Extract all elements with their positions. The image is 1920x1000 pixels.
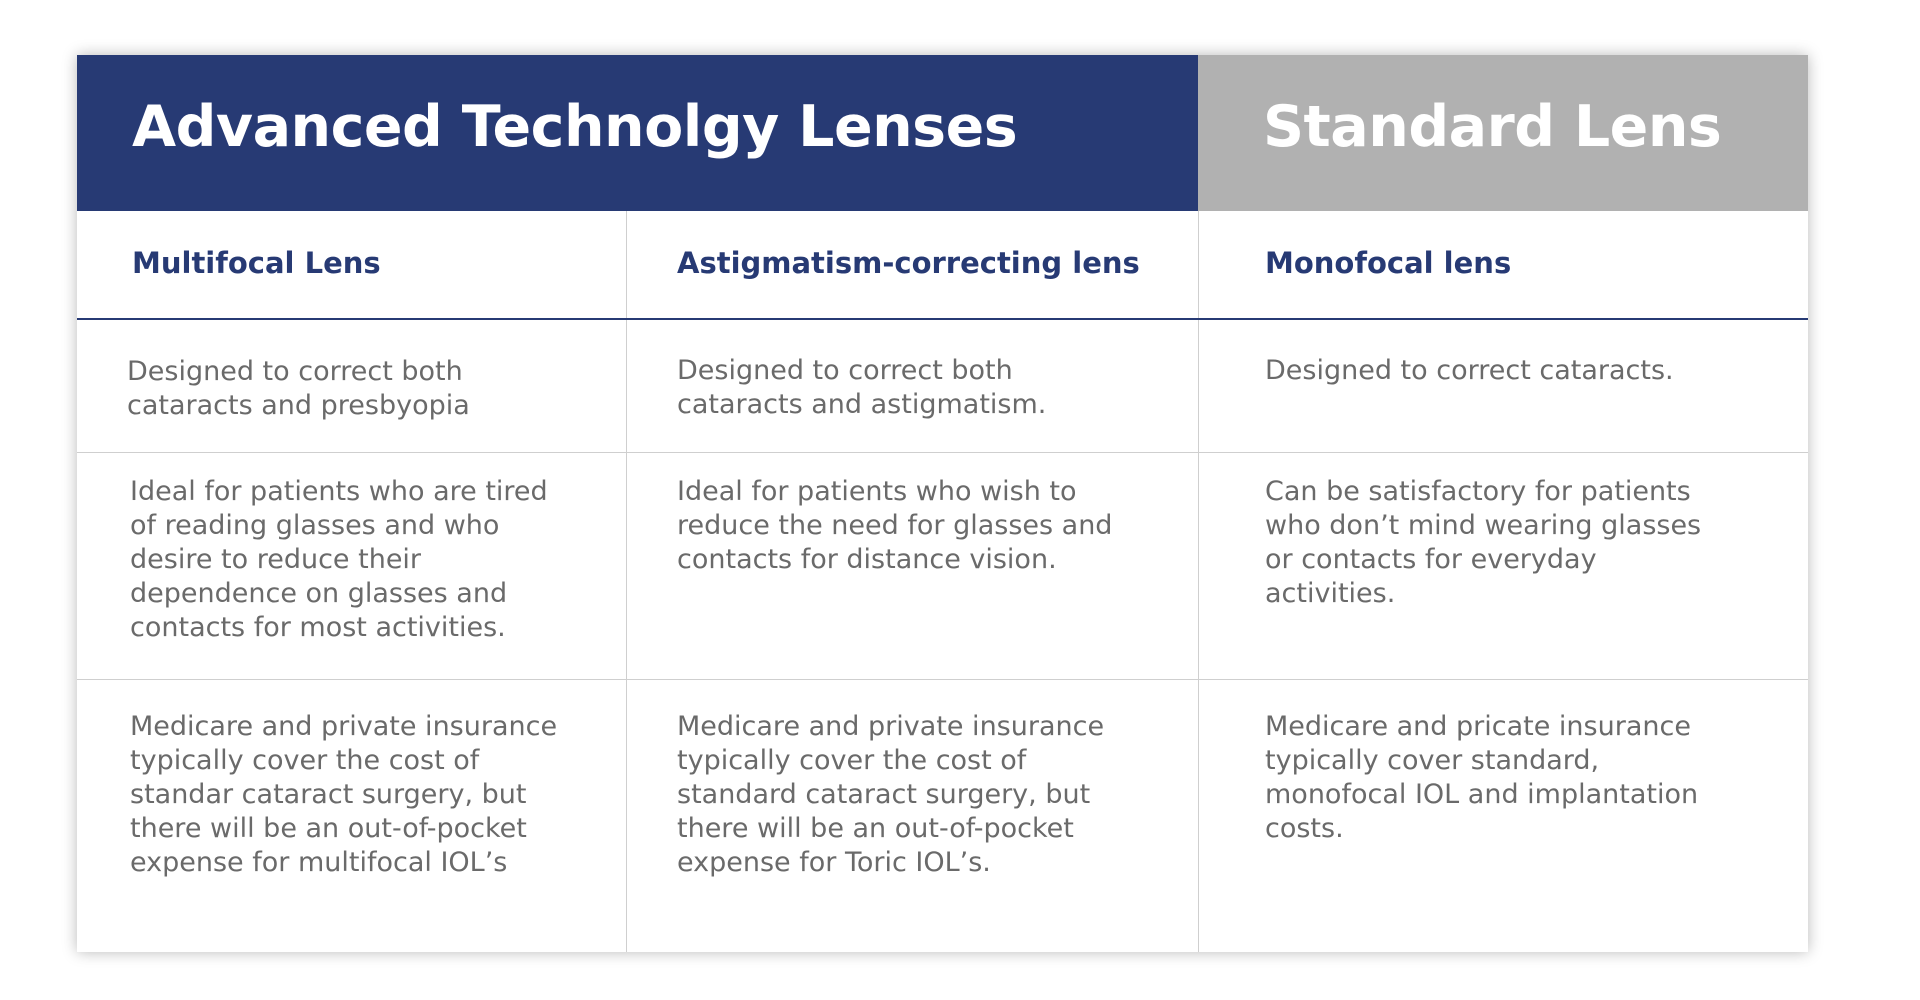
monofocal-ideal-cell: Can be satisfactory for patients who don’t mind wearing glasses or contacts for everyday activities. (1265, 476, 1702, 609)
astigmatism-ideal-cell: Ideal for patients who wish to reduce the need for glasses and contacts for distance vision. (677, 476, 1113, 575)
advanced-technology-title: Advanced Technolgy Lenses (132, 94, 1018, 160)
standard-lens-title: Standard Lens (1263, 94, 1722, 160)
advanced-technology-header (77, 55, 1198, 211)
astigmatism-purpose-cell: Designed to correct both cataracts and astigmatism. (677, 355, 1047, 420)
monofocal-purpose-cell: Designed to correct cataracts. (1265, 355, 1674, 386)
row-divider (77, 452, 1808, 453)
column-divider (1198, 211, 1199, 952)
column-heading-monofocal: Monofocal lens (1265, 246, 1512, 280)
lens-comparison-table (77, 55, 1808, 952)
multifocal-coverage-cell: Medicare and private insurance typically cover the cost of standar cataract surgery, but there will be an out-of-pocket expense for multifocal IOL’s (130, 711, 558, 878)
multifocal-purpose-cell: Designed to correct both cataracts and presbyopia (127, 356, 470, 421)
astigmatism-coverage-cell: Medicare and private insurance typically cover the cost of standard cataract surgery, but there will be an out-of-pocket expense for Toric IOL’s. (677, 711, 1105, 878)
row-divider (77, 679, 1808, 680)
monofocal-coverage-cell: Medicare and pricate insurance typically cover standard, monofocal IOL and implantation costs. (1265, 711, 1699, 844)
column-heading-astigmatism: Astigmatism-correcting lens (677, 246, 1140, 280)
multifocal-ideal-cell: Ideal for patients who are tired of reading glasses and who desire to reduce their dependence on glasses and contacts for most activities. (130, 476, 548, 643)
column-heading-multifocal: Multifocal Lens (132, 246, 381, 280)
column-divider (626, 211, 627, 952)
table-header (77, 55, 1808, 211)
standard-lens-header (1198, 55, 1808, 211)
column-heading-underline (77, 318, 1808, 320)
